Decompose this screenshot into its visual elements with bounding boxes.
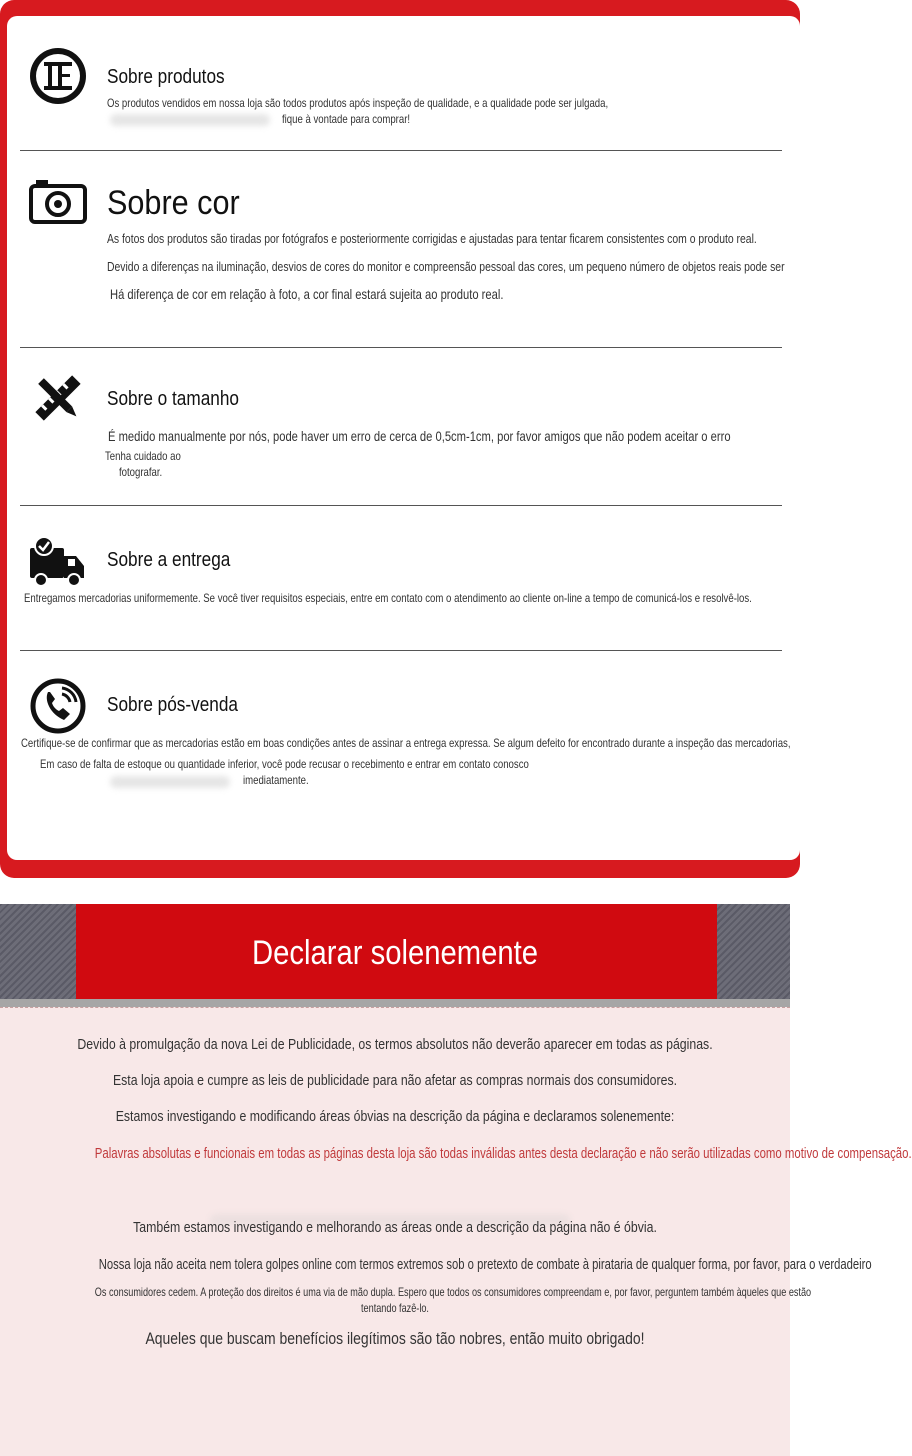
declaration-title: Declarar solenemente [251,934,539,972]
certified-seal-icon [28,46,88,106]
section-text: Há diferença de cor em relação à foto, a cor final estará sujeita ao produto real. [110,286,504,302]
banner-underline [0,999,790,1007]
delivery-truck-icon [28,534,88,594]
section-text: Certifique-se de confirmar que as mercadorias estão em boas condições antes de assinar a entrega expressa. Se algum defeito for encontrado durante a inspeção das mercadorias, [21,736,791,750]
section-title: Sobre a entrega [107,549,231,571]
section-text: imediatamente. [243,773,309,787]
camera-icon [28,172,88,232]
section-text: Entregamos mercadorias uniformemente. Se você tiver requisitos especiais, entre em contato com o atendimento ao cliente on-line a tempo de comunicá-los e resolvê-los. [24,591,752,605]
section-text: fotografar. [119,465,163,479]
section-text: Os produtos vendidos em nossa loja são todos produtos após inspeção de qualidade, e a qualidade pode ser julgada, [107,96,609,110]
divider [20,650,782,651]
declaration-highlight: Palavras absolutas e funcionais em todas as páginas desta loja são todas inválidas antes desta declaração e não serão utilizadas como motivo de compensação. [94,1145,912,1162]
watermark-blur [110,114,270,126]
section-text: Em caso de falta de estoque ou quantidade inferior, você pode recusar o recebimento e entrar em contato conosco [40,757,529,771]
section-title: Sobre o tamanho [107,388,239,410]
divider [20,505,782,506]
section-title: Sobre produtos [107,66,225,88]
section-title: Sobre cor [107,184,240,222]
declaration-closing: Aqueles que buscam benefícios ilegítimos são tão nobres, então muito obrigado! [145,1329,645,1348]
declaration-paragraph: Os consumidores cedem. A proteção dos direitos é uma via de mão dupla. Espero que todos os consumidores compreendam e, por favor, perguntem também àqueles que estão [94,1285,812,1299]
section-text: É medido manualmente por nós, pode haver um erro de cerca de 0,5cm-1cm, por favor amigos que não podem aceitar o erro [108,428,731,444]
declaration-paragraph: tentando fazê-lo. [361,1301,429,1315]
section-text: As fotos dos produtos são tiradas por fotógrafos e posteriormente corrigidas e ajustadas para tentar ficarem consistentes com o produto real. [107,231,757,246]
declaration-paragraph: Também estamos investigando e melhorando as áreas onde a descrição da página não é óbvia. [133,1219,657,1236]
section-text: fique à vontade para comprar! [282,112,411,126]
section-text: Tenha cuidado ao [105,449,181,463]
declaration-paragraph: Nossa loja não aceita nem tolera golpes online com termos extremos sob o pretexto de combate à pirataria de qualquer forma, por favor, para o verdadeiro [98,1256,872,1273]
section-text: Devido a diferenças na iluminação, desvios de cores do monitor e compreensão pessoal das cores, um pequeno número de objetos reais pode ser [107,259,785,274]
phone-support-icon [28,676,88,736]
section-title: Sobre pós-venda [107,694,239,716]
divider [20,347,782,348]
divider [20,150,782,151]
declaration-paragraph: Estamos investigando e modificando áreas óbvias na descrição da página e declaramos solenemente: [115,1108,675,1125]
declaration-paragraph: Devido à promulgação da nova Lei de Publicidade, os termos absolutos não deverão aparecer em todas as páginas. [77,1036,713,1053]
declaration-paragraph: Esta loja apoia e cumpre as leis de publicidade para não afetar as compras normais dos consumidores. [112,1072,678,1089]
watermark-blur [110,776,230,788]
ruler-pencil-icon [28,368,88,428]
